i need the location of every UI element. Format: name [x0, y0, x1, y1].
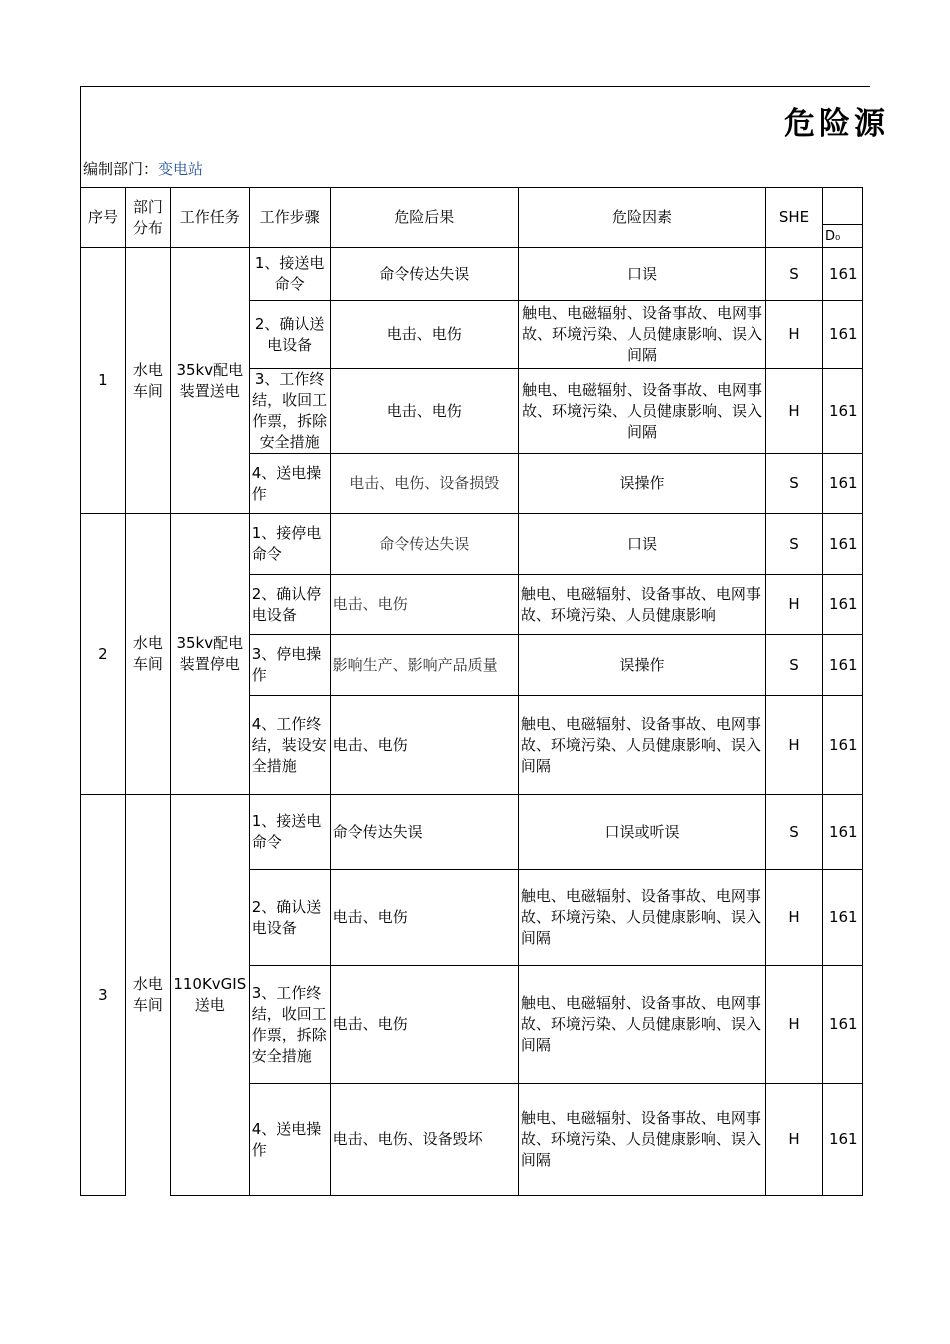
cell-d0: 161 — [822, 696, 862, 795]
header-seq: 序号 — [81, 188, 126, 248]
cell-result: 电击、电伤、设备损毁 — [330, 454, 518, 514]
cell-she: H — [766, 301, 823, 369]
group-task: 35kv配电装置停电 — [170, 514, 249, 795]
group-seq: 1 — [81, 248, 126, 514]
cell-result: 电击、电伤 — [330, 301, 518, 369]
group-dept: 水电车间 — [125, 248, 170, 514]
cell-d0: 161 — [822, 248, 862, 301]
header-she: SHE — [766, 188, 823, 248]
cell-step: 2、确认送电设备 — [249, 870, 330, 966]
cell-factor: 触电、电磁辐射、设备事故、电网事故、环境污染、人员健康影响、误入间隔 — [518, 966, 765, 1084]
cell-she: H — [766, 966, 823, 1084]
group-task: 35kv配电装置送电 — [170, 248, 249, 514]
cell-step: 3、停电操作 — [249, 635, 330, 696]
group-task: 110KvGIS送电 — [170, 795, 249, 1196]
cell-factor: 触电、电磁辐射、设备事故、电网事故、环境污染、人员健康影响、误入间隔 — [518, 1084, 765, 1196]
cell-factor: 触电、电磁辐射、设备事故、电网事故、环境污染、人员健康影响、误入间隔 — [518, 696, 765, 795]
cell-factor: 触电、电磁辐射、设备事故、电网事故、环境污染、人员健康影响、误入间隔 — [518, 870, 765, 966]
header-step: 工作步骤 — [249, 188, 330, 248]
cell-d0: 161 — [822, 870, 862, 966]
group-dept: 水电车间 — [125, 514, 170, 795]
cell-she: H — [766, 696, 823, 795]
header-result: 危险后果 — [330, 188, 518, 248]
cell-factor: 口误 — [518, 514, 765, 575]
cell-she: H — [766, 870, 823, 966]
header-blank — [822, 188, 862, 225]
cell-result: 电击、电伤 — [330, 696, 518, 795]
group-dept: 水电车间 — [125, 795, 170, 1196]
cell-d0: 161 — [822, 454, 862, 514]
cell-step: 3、工作终结，收回工作票，拆除安全措施 — [249, 966, 330, 1084]
header-dept: 部门分布 — [125, 188, 170, 248]
cell-factor: 触电、电磁辐射、设备事故、电网事故、环境污染、人员健康影响、误入间隔 — [518, 301, 765, 369]
cell-d0: 161 — [822, 795, 862, 870]
table-row — [81, 514, 863, 575]
cell-result: 命令传达失误 — [330, 248, 518, 301]
cell-result: 电击、电伤 — [330, 575, 518, 635]
cell-step: 1、接送电命令 — [249, 795, 330, 870]
header-d0: D₀ — [822, 225, 862, 248]
cell-step: 4、送电操作 — [249, 454, 330, 514]
cell-she: S — [766, 795, 823, 870]
cell-result: 命令传达失误 — [330, 514, 518, 575]
cell-d0: 161 — [822, 301, 862, 369]
cell-factor: 触电、电磁辐射、设备事故、电网事故、环境污染、人员健康影响 — [518, 575, 765, 635]
cell-she: H — [766, 1084, 823, 1196]
cell-step: 1、接停电命令 — [249, 514, 330, 575]
cell-factor: 误操作 — [518, 454, 765, 514]
cell-she: S — [766, 248, 823, 301]
cell-factor: 口误 — [518, 248, 765, 301]
cell-d0: 161 — [822, 1084, 862, 1196]
group-seq: 3 — [81, 795, 126, 1196]
cell-result: 电击、电伤 — [330, 870, 518, 966]
dept-line — [83, 158, 203, 179]
cell-she: H — [766, 575, 823, 635]
cell-factor: 触电、电磁辐射、设备事故、电网事故、环境污染、人员健康影响、误入间隔 — [518, 369, 765, 454]
cell-step: 2、确认停电设备 — [249, 575, 330, 635]
header-task: 工作任务 — [170, 188, 249, 248]
cell-result: 电击、电伤 — [330, 966, 518, 1084]
cell-she: S — [766, 454, 823, 514]
cell-d0: 161 — [822, 514, 862, 575]
cell-step: 3、工作终结，收回工作票，拆除安全措施 — [249, 369, 330, 454]
cell-result: 影响生产、影响产品质量 — [330, 635, 518, 696]
cell-factor: 误操作 — [518, 635, 765, 696]
table-row — [81, 795, 863, 870]
header-factor: 危险因素 — [518, 188, 765, 248]
hazard-table — [80, 187, 863, 1196]
cell-step: 4、送电操作 — [249, 1084, 330, 1196]
cell-she: S — [766, 635, 823, 696]
cell-result: 电击、电伤 — [330, 369, 518, 454]
cell-d0: 161 — [822, 369, 862, 454]
cell-result: 电击、电伤、设备毁坏 — [330, 1084, 518, 1196]
cell-d0: 161 — [822, 966, 862, 1084]
page-title: 危险源 — [784, 106, 889, 142]
cell-step: 2、确认送电设备 — [249, 301, 330, 369]
group-seq: 2 — [81, 514, 126, 795]
cell-d0: 161 — [822, 575, 862, 635]
cell-result: 命令传达失误 — [330, 795, 518, 870]
cell-step: 4、工作终结，装设安全措施 — [249, 696, 330, 795]
dept-label: 编制部门： — [83, 160, 159, 178]
cell-factor: 口误或听误 — [518, 795, 765, 870]
dept-value: 变电站 — [158, 160, 204, 178]
table-row — [81, 248, 863, 301]
cell-she: S — [766, 514, 823, 575]
cell-she: H — [766, 369, 823, 454]
cell-step: 1、接送电命令 — [249, 248, 330, 301]
cell-d0: 161 — [822, 635, 862, 696]
